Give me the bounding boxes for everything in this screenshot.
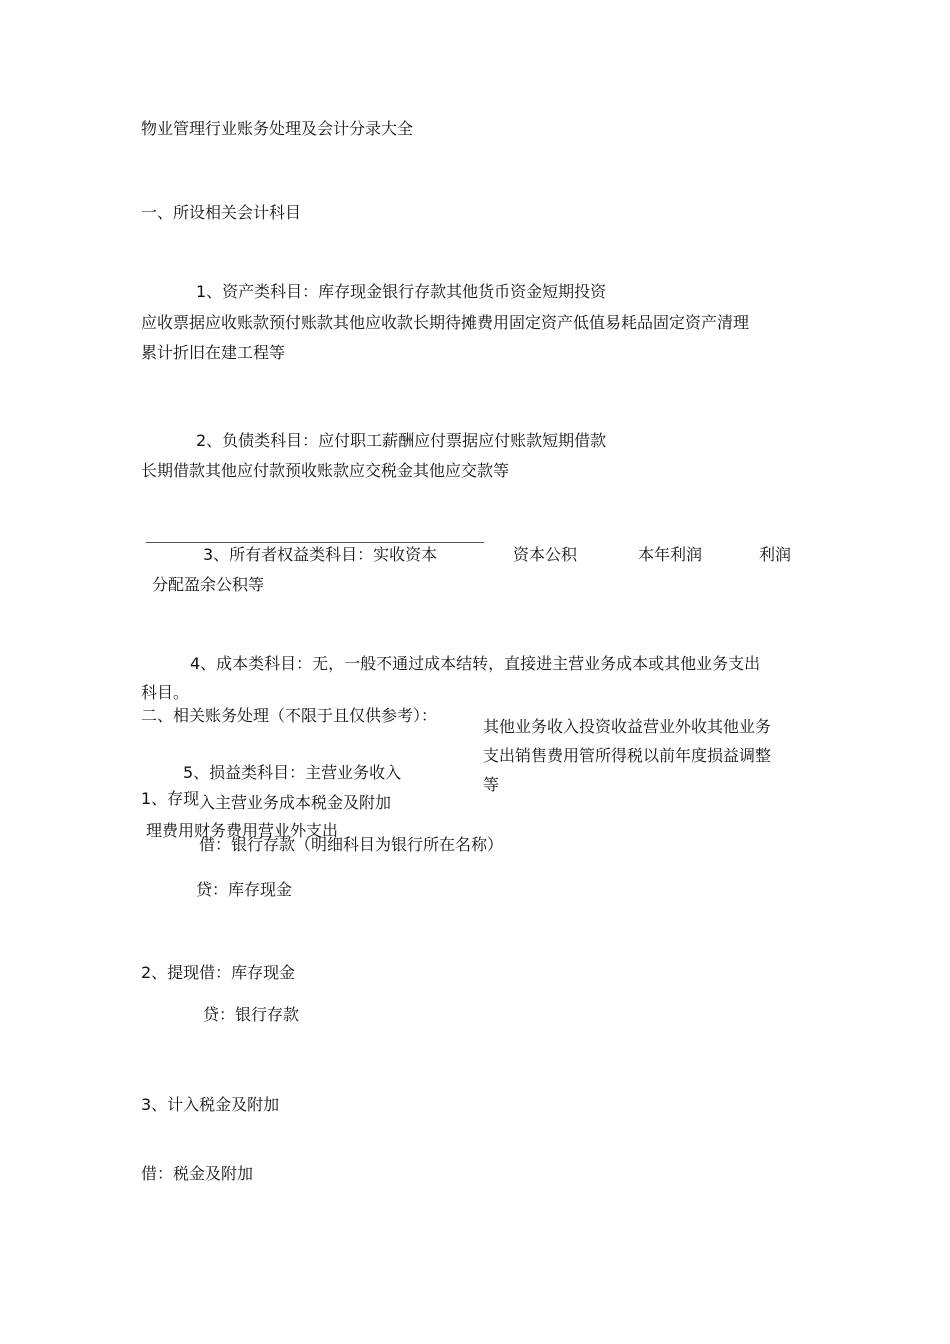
section-heading-accounts: 一、所设相关会计科目 [141,203,302,222]
profit-loss-right-1: 其他业务收入投资收益营业外收其他业务 [483,717,772,736]
document-title: 物业管理行业账务处理及会计分录大全 [141,119,414,138]
section-heading-entries: 二、相关账务处理（不限于且仅供参考）： [141,706,438,725]
equity-capital-reserve: 资本公积 [513,545,578,564]
cost-line-2: 科目。 [141,683,190,702]
profit-loss-overlap-text-2: 理费用财务费用营业外支出 [146,821,339,840]
profit-loss-right-3: 等 [483,775,500,794]
assets-line-3: 累计折旧在建工程等 [141,343,286,362]
profit-loss-right-2: 支出销售费用管所得税以前年度损益调整 [483,746,772,765]
profit-loss-line-1: 5、损益类科目：主营业务收入 [183,763,402,782]
cost-line-1: 4、成本类科目：无，一般不通过成本结转，直接进主营业务成本或其他业务支出 [190,654,761,673]
entry-2-credit: 贷：银行存款 [203,1005,300,1024]
entry-1-credit: 贷：库存现金 [196,880,293,899]
equity-line-1: 3、所有者权益类科目：实收资本 [203,545,438,564]
entry-1-title: 1、存现 [141,789,200,808]
entry-3-title: 3、计入税金及附加 [141,1095,280,1114]
liabilities-line-1: 2、负债类科目：应付职工薪酬应付票据应付账款短期借款 [196,431,607,450]
equity-profit: 利润 [759,545,792,564]
entry-2-debit: 2、提现借：库存现金 [141,963,296,982]
equity-line-2: 分配盈余公积等 [152,575,265,594]
entry-1-debit: 借：银行存款（明细科目为银行所在名称） [199,835,504,854]
profit-loss-overlap-text: 入主营业务成本税金及附加 [199,793,392,812]
equity-current-profit: 本年利润 [638,545,703,564]
assets-line-2: 应收票据应收账款预付账款其他应收款长期待摊费用固定资产低值易耗品固定资产清理 [141,313,750,332]
assets-line-1: 1、资产类科目：库存现金银行存款其他货币资金短期投资 [196,282,607,301]
entry-3-debit: 借：税金及附加 [141,1164,254,1183]
divider-line [146,542,484,543]
liabilities-line-2: 长期借款其他应付款预收账款应交税金其他应交款等 [141,461,510,480]
